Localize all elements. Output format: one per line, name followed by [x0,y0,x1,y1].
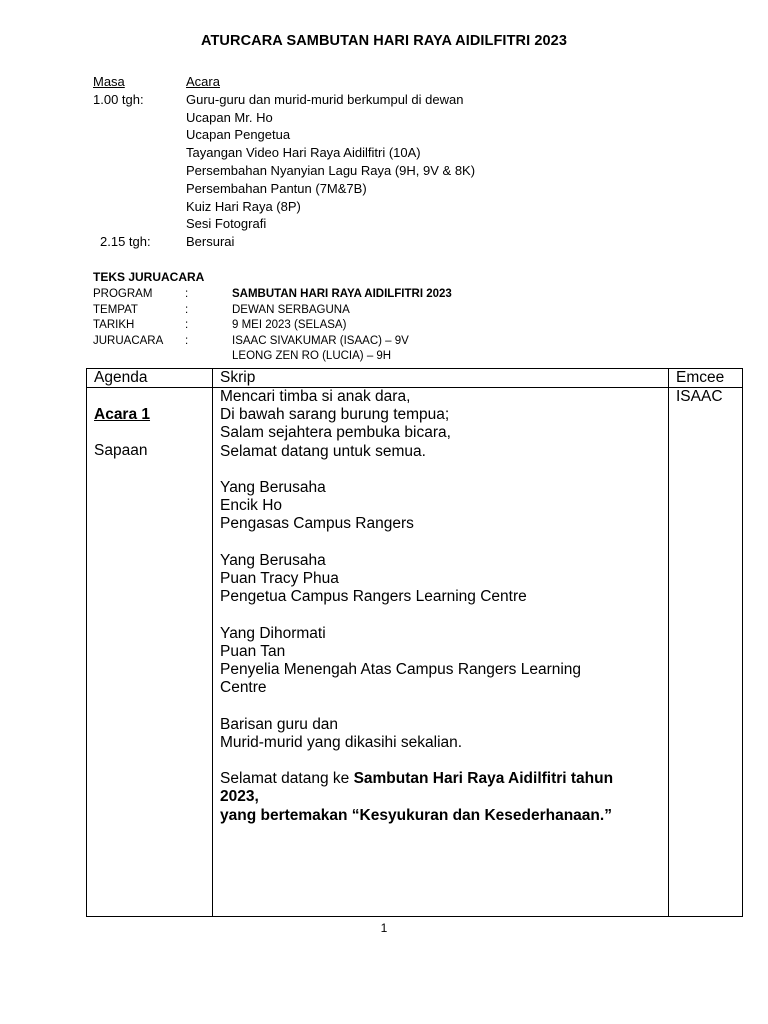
schedule-time [93,198,186,216]
schedule-time [93,109,186,127]
meta-key: TEMPAT [93,303,138,316]
schedule-row [93,91,475,109]
schedule-time [93,215,186,233]
page-title: ATURCARA SAMBUTAN HARI RAYA AIDILFITRI 2023 [200,33,568,49]
page-number: 1 [380,921,388,935]
schedule-activity: Ucapan Mr. Ho [186,109,273,125]
teks-meta [93,287,452,365]
schedule-row [93,198,475,216]
greeting-line: Pengetua Campus Rangers Learning Centre [220,588,527,606]
greeting-line: Penyelia Menengah Atas Campus Rangers Learning [220,661,582,678]
schedule-activity: Tayangan Video Hari Raya Aidilfitri (10A) [186,145,421,161]
greeting-line: Yang Berusaha [220,479,326,496]
schedule-row [93,144,475,162]
meta-colon: : [185,334,189,347]
meta-colon: : [185,303,189,316]
script-table [86,368,743,917]
agenda-item-sub: Sapaan [94,442,148,460]
schedule-activity: Ucapan Pengetua [186,127,291,143]
schedule-time: 2.15 tgh: [100,234,151,250]
meta-value: LEONG ZEN RO (LUCIA) – 9H [232,350,392,363]
meta-colon: : [185,319,189,332]
script-cell [213,388,669,917]
meta-row-tarikh [93,318,452,334]
emcee-cell: ISAAC [669,388,743,917]
greeting-line: Barisan guru dan [220,715,339,733]
greeting-line: Yang Berusaha [220,551,326,569]
schedule-header-time: Masa [93,74,125,89]
meta-key: PROGRAM [93,288,153,300]
schedule-row [93,109,475,127]
schedule-row [93,180,475,198]
schedule-time [93,180,186,198]
schedule-row [93,233,475,251]
meta-row-juruacara-2 [93,349,452,365]
meta-value: ISAAC SIVAKUMAR (ISAAC) – 9V [232,334,409,347]
table-header-row [87,369,743,388]
meta-value: 9 MEI 2023 (SELASA) [232,319,347,332]
schedule-activity: Persembahan Pantun (7M&7B) [186,180,367,196]
welcome-theme: yang bertemakan “Kesyukuran dan Kesederhanaan.” [220,806,612,824]
schedule-activity: Bersurai [186,234,235,250]
agenda-cell [87,388,213,917]
welcome-prefix: Selamat datang ke [220,770,354,788]
meta-value: DEWAN SERBAGUNA [232,303,350,316]
schedule-row [93,162,475,180]
schedule-header [93,73,475,91]
pantun-line: Mencari timba si anak dara, [220,388,411,405]
welcome-event: Sambutan Hari Raya Aidilfitri tahun [353,770,614,788]
greeting-line: Yang Dihormati [220,624,326,642]
header-emcee: Emcee [669,369,743,388]
schedule [93,73,475,251]
header-agenda: Agenda [87,369,213,388]
meta-value: SAMBUTAN HARI RAYA AIDILFITRI 2023 [232,288,452,300]
table-row [87,388,743,917]
pantun-line: Salam sejahtera pembuka bicara, [220,424,451,442]
teks-heading: TEKS JURUACARA [93,270,205,284]
schedule-activity: Kuiz Hari Raya (8P) [186,198,301,214]
agenda-item-title: Acara 1 [94,406,151,423]
meta-colon [185,349,232,365]
meta-row-tempat [93,303,452,319]
schedule-time [93,162,186,180]
schedule-header-activity: Acara [186,74,220,89]
schedule-activity: Sesi Fotografi [186,216,267,232]
header-script: Skrip [213,369,669,388]
greeting-line: Encik Ho [220,497,283,515]
schedule-activity: Persembahan Nyanyian Lagu Raya (9H, 9V & 8K) [186,162,476,178]
meta-key: TARIKH [93,319,135,332]
schedule-row [93,215,475,233]
meta-row-program [93,287,452,303]
schedule-time: 1.00 tgh: [93,91,144,107]
meta-key: JURUACARA [93,334,164,347]
schedule-activity: Guru-guru dan murid-murid berkumpul di dewan [186,91,464,107]
greeting-line: Puan Tan [220,642,286,660]
meta-row-juruacara [93,334,452,350]
welcome-line [220,770,668,788]
schedule-row [93,126,475,144]
greeting-line: Puan Tracy Phua [220,570,339,587]
schedule-time [93,144,186,162]
greeting-line: Murid-murid yang dikasihi sekalian. [220,733,463,751]
greeting-line: Centre [220,679,267,697]
pantun-line: Selamat datang untuk semua. [220,442,426,460]
greeting-line: Pengasas Campus Rangers [220,515,414,533]
schedule-time [93,126,186,144]
meta-colon: : [185,288,189,300]
meta-key [93,349,185,365]
welcome-year: 2023, [220,788,259,806]
pantun-line: Di bawah sarang burung tempua; [220,406,450,424]
